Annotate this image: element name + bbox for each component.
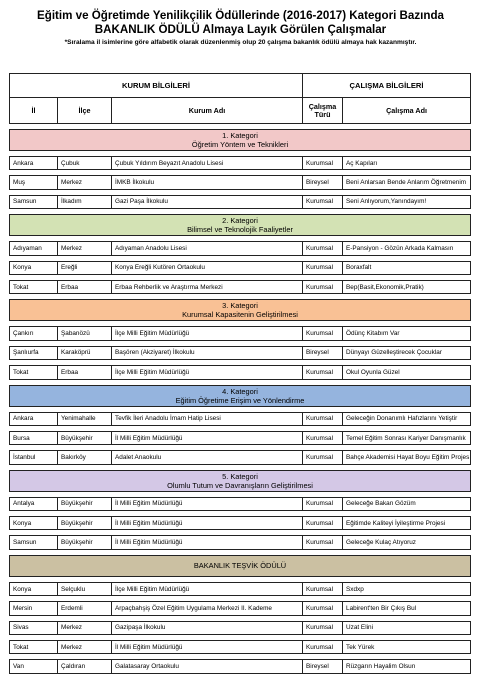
cell-calisma-turu: Kurumsal [303, 261, 343, 274]
cell-il: Konya [10, 261, 58, 274]
document-note: *Sıralama il isimlerine göre alfabetik olarak düzenlenmiş olup 20 çalışma bakanlık ödülü almaya hak kazanmıştır. [64, 39, 417, 46]
cell-il: Mersin [10, 602, 58, 615]
cell-calisma-turu: Kurumsal [303, 327, 343, 340]
table-row [10, 497, 471, 510]
cell-calisma-adi: Sxdxp [343, 582, 471, 595]
category-name: Öğretim Yöntem ve Teknikleri [191, 140, 289, 149]
cell-ilce: Erbaa [58, 280, 112, 293]
cell-il: Adıyaman [10, 242, 58, 255]
cell-kurum-adi: İl Milli Eğitim Müdürlüğü [112, 431, 303, 444]
cell-ilce: Merkez [58, 621, 112, 634]
table-row [10, 327, 471, 340]
table-row [10, 280, 471, 293]
table-row [10, 641, 471, 654]
cell-calisma-turu: Bireysel [303, 346, 343, 359]
cell-calisma-turu: Kurumsal [303, 366, 343, 379]
cell-calisma-adi: E-Pansiyon - Gözün Arkada Kalmasın [343, 242, 471, 255]
cell-kurum-adi: Gazi Paşa İlkokulu [112, 195, 303, 208]
table-row [10, 602, 471, 615]
calisma-bilgileri-header: ÇALIŞMA BİLGİLERİ [303, 74, 471, 98]
table-row [10, 412, 471, 425]
cell-calisma-turu: Kurumsal [303, 517, 343, 530]
category-name: Bilimsel ve Teknolojik Faaliyetler [187, 225, 293, 235]
category-header-row [10, 470, 471, 491]
cell-kurum-adi: Konya Ereğli Kutören Ortaokulu [112, 261, 303, 274]
cell-calisma-adi: Bahçe Akademisi Hayat Boyu Eğitim Projes [343, 451, 471, 464]
category-header-row [10, 385, 471, 406]
table-row [10, 660, 471, 673]
cell-il: Samsun [10, 195, 58, 208]
cell-kurum-adi: İl Milli Eğitim Müdürlüğü [112, 517, 303, 530]
category-header-cell [10, 385, 471, 406]
cell-calisma-turu: Kurumsal [303, 195, 343, 208]
cell-calisma-turu: Kurumsal [303, 602, 343, 615]
cell-calisma-adi: Uzat Elini [343, 621, 471, 634]
cell-calisma-adi: Okul Oyunla Güzel [343, 366, 471, 379]
document-title-line1: Eğitim ve Öğretimde Yenilikçilik Ödüllerinde (2016-2017) Kategori Bazında [37, 9, 444, 22]
table-row [10, 621, 471, 634]
category-header-cell [10, 555, 471, 576]
cell-ilce: Şabanözü [58, 327, 112, 340]
cell-ilce: Büyükşehir [58, 497, 112, 510]
cell-ilce: Erbaa [58, 366, 112, 379]
category-number: 1. Kategori [222, 131, 258, 140]
category-number: 3. Kategori [222, 301, 258, 311]
category-header-row [10, 300, 471, 321]
cell-il: Antalya [10, 497, 58, 510]
cell-calisma-adi: Beni Anlarsan Bende Anlarım Öğretmenim [343, 176, 471, 189]
cell-calisma-turu: Kurumsal [303, 582, 343, 595]
table-row [10, 195, 471, 208]
cell-kurum-adi: Adıyaman Anadolu Lisesi [112, 242, 303, 255]
table-row [10, 261, 471, 274]
cell-calisma-adi: Dünyayı Güzelleştirecek Çocuklar [343, 346, 471, 359]
column-header-calisma-turu-line1: Çalışma [308, 101, 337, 111]
category-header-cell [10, 300, 471, 321]
column-header-ilce: İlçe [58, 98, 112, 124]
cell-calisma-adi: Ödünç Kitabım Var [343, 327, 471, 340]
cell-ilce: Çubuk [58, 157, 112, 170]
cell-calisma-adi: Geleceğin Donanımlı Hafızlarını Yetiştir [343, 412, 471, 425]
column-header-row [10, 98, 471, 124]
category-number: 4. Kategori [222, 386, 258, 396]
column-header-calisma-turu [303, 98, 343, 124]
cell-kurum-adi: Erbaa Rehberlik ve Araştırma Merkezi [112, 280, 303, 293]
category-number: 5. Kategori [222, 471, 258, 481]
cell-calisma-adi: Geleceğe Kulaç Atıyoruz [343, 536, 471, 549]
cell-calisma-adi: Boraxfalt [343, 261, 471, 274]
cell-il: Tokat [10, 366, 58, 379]
cell-ilce: Yenimahalle [58, 412, 112, 425]
cell-il: Çankırı [10, 327, 58, 340]
table-row [10, 536, 471, 549]
cell-calisma-turu: Bireysel [303, 176, 343, 189]
cell-kurum-adi: İlçe Milli Eğitim Müdürlüğü [112, 582, 303, 595]
cell-il: Şanlıurfa [10, 346, 58, 359]
column-header-il: İl [10, 98, 58, 124]
category-header-row [10, 555, 471, 576]
cell-calisma-turu: Kurumsal [303, 431, 343, 444]
cell-ilce: Merkez [58, 641, 112, 654]
cell-ilce: Merkez [58, 242, 112, 255]
cell-ilce: Çaldıran [58, 660, 112, 673]
cell-calisma-turu: Bireysel [303, 660, 343, 673]
cell-il: Muş [10, 176, 58, 189]
cell-kurum-adi: İl Milli Eğitim Müdürlüğü [112, 641, 303, 654]
awards-table [9, 73, 471, 674]
table-row [10, 451, 471, 464]
cell-ilce: Büyükşehir [58, 431, 112, 444]
category-name: Olumlu Tutum ve Davranışların Geliştirilmesi [167, 480, 313, 490]
category-name: BAKANLIK TEŞVİK ÖDÜLÜ [193, 561, 287, 571]
category-header-cell [10, 130, 471, 151]
cell-kurum-adi: Arpaçbahşiş Özel Eğitim Uygulama Merkezi II. Kademe [112, 602, 303, 615]
cell-calisma-adi: Bep(Basit,Ekonomik,Pratik) [343, 280, 471, 293]
group-header-row [10, 74, 471, 98]
category-name: Eğitim Öğretime Erişim ve Yönlendirme [175, 395, 305, 405]
cell-ilce: Büyükşehir [58, 517, 112, 530]
cell-kurum-adi: Çubuk Yıldırım Beyazıt Anadolu Lisesi [112, 157, 303, 170]
cell-kurum-adi: İl Milli Eğitim Müdürlüğü [112, 536, 303, 549]
cell-kurum-adi: İlçe Milli Eğitim Müdürlüğü [112, 366, 303, 379]
table-row [10, 517, 471, 530]
table-row [10, 176, 471, 189]
cell-ilce: İlkadım [58, 195, 112, 208]
cell-calisma-adi: Seni Anlıyorum,Yanındayım! [343, 195, 471, 208]
cell-ilce: Büyükşehir [58, 536, 112, 549]
cell-calisma-adi: Tek Yürek [343, 641, 471, 654]
cell-il: Tokat [10, 641, 58, 654]
cell-ilce: Bakırköy [58, 451, 112, 464]
category-name: Kurumsal Kapasitenin Geliştirilmesi [182, 310, 298, 320]
cell-il: Tokat [10, 280, 58, 293]
cell-calisma-turu: Kurumsal [303, 497, 343, 510]
cell-calisma-turu: Kurumsal [303, 280, 343, 293]
table-row [10, 366, 471, 379]
column-header-kurum-adi: Kurum Adı [112, 98, 303, 124]
cell-kurum-adi: İl Milli Eğitim Müdürlüğü [112, 497, 303, 510]
cell-il: Ankara [10, 157, 58, 170]
cell-il: Konya [10, 517, 58, 530]
table-row [10, 242, 471, 255]
cell-il: İstanbul [10, 451, 58, 464]
cell-calisma-adi: Rüzgarın Hayalim Olsun [343, 660, 471, 673]
table-row [10, 582, 471, 595]
cell-il: Ankara [10, 412, 58, 425]
cell-il: Konya [10, 582, 58, 595]
cell-calisma-adi: Temel Eğitim Sonrası Kariyer Danışmanlık [343, 431, 471, 444]
table-row [10, 157, 471, 170]
category-number: 2. Kategori [222, 216, 258, 226]
cell-il: Samsun [10, 536, 58, 549]
table-row [10, 346, 471, 359]
cell-ilce: Merkez [58, 176, 112, 189]
awards-table-body [10, 74, 471, 674]
cell-calisma-turu: Kurumsal [303, 242, 343, 255]
column-header-calisma-turu-line2: Türü [314, 109, 331, 119]
document-title-line2: BAKANLIK ÖDÜLÜ Almaya Layık Görülen Çalışmalar [94, 23, 387, 36]
cell-ilce: Erdemli [58, 602, 112, 615]
cell-calisma-adi: Labirent'ten Bir Çıkış Bul [343, 602, 471, 615]
cell-calisma-adi: Aç Kapıları [343, 157, 471, 170]
cell-calisma-turu: Kurumsal [303, 451, 343, 464]
cell-il: Sivas [10, 621, 58, 634]
cell-kurum-adi: Galatasaray Ortaokulu [112, 660, 303, 673]
category-header-row [10, 215, 471, 236]
cell-calisma-turu: Kurumsal [303, 536, 343, 549]
cell-il: Bursa [10, 431, 58, 444]
cell-calisma-turu: Kurumsal [303, 157, 343, 170]
table-row [10, 431, 471, 444]
cell-ilce: Selçuklu [58, 582, 112, 595]
cell-calisma-turu: Kurumsal [303, 621, 343, 634]
cell-calisma-turu: Kurumsal [303, 412, 343, 425]
cell-kurum-adi: Başören (Akziyaret) İlkokulu [112, 346, 303, 359]
cell-calisma-turu: Kurumsal [303, 641, 343, 654]
cell-calisma-adi: Geleceğe Bakan Gözüm [343, 497, 471, 510]
cell-kurum-adi: İMKB İlkokulu [112, 176, 303, 189]
cell-kurum-adi: Adalet Anaokulu [112, 451, 303, 464]
cell-ilce: Karaköprü [58, 346, 112, 359]
cell-kurum-adi: Gazipaşa İlkokulu [112, 621, 303, 634]
cell-kurum-adi: İlçe Milli Eğitim Müdürlüğü [112, 327, 303, 340]
category-header-row [10, 130, 471, 151]
category-header-cell [10, 470, 471, 491]
cell-kurum-adi: Tevfik İleri Anadolu İmam Hatip Lisesi [112, 412, 303, 425]
category-header-cell [10, 215, 471, 236]
kurum-bilgileri-header: KURUM BİLGİLERİ [10, 74, 303, 98]
cell-ilce: Ereğli [58, 261, 112, 274]
cell-il: Van [10, 660, 58, 673]
cell-calisma-adi: Eğitimde Kaliteyi İyileştirme Projesi [343, 517, 471, 530]
column-header-calisma-adi: Çalışma Adı [343, 98, 471, 124]
